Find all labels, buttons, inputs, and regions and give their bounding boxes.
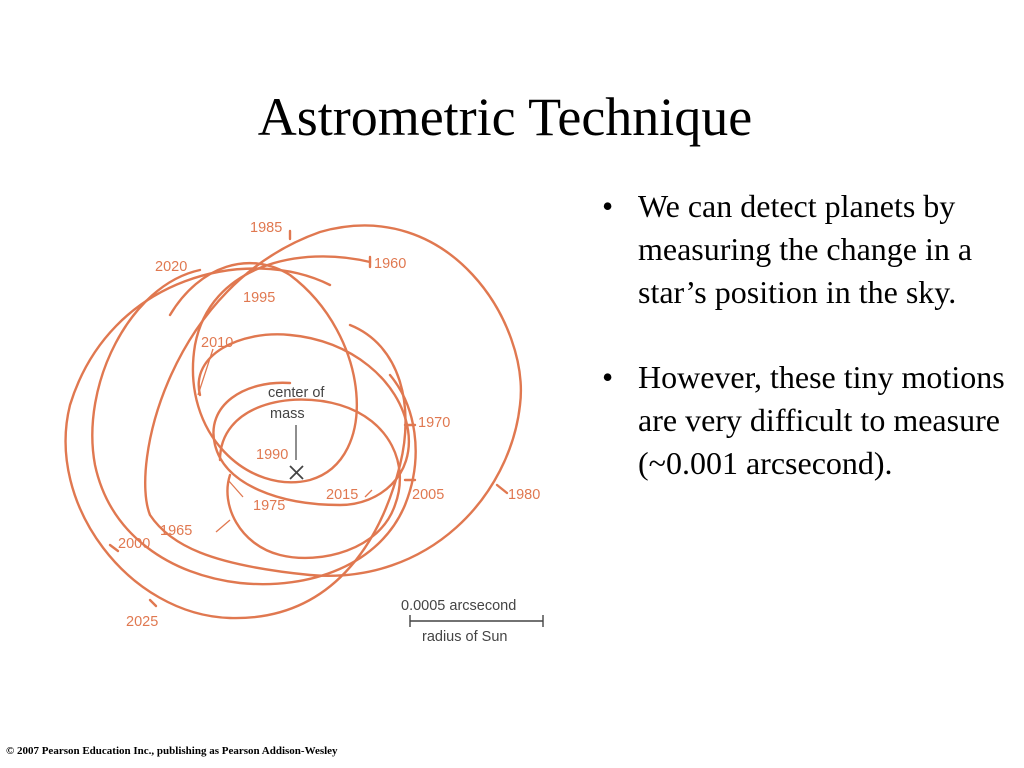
- year-label-1985: 1985: [250, 220, 283, 236]
- astrometric-orbit-figure: [50, 205, 570, 655]
- year-label-1960: 1960: [374, 256, 407, 272]
- center-of-mass-label-line1: center of: [268, 385, 325, 401]
- bullet-text: However, these tiny motions are very difficult to measure (~0.001 arcsecond).: [638, 359, 1005, 481]
- year-label-1990: 1990: [256, 447, 289, 463]
- copyright-footer: © 2007 Pearson Education Inc., publishing as Pearson Addison-Wesley: [6, 745, 338, 757]
- scale-bar: [410, 615, 543, 627]
- bullet-text: We can detect planets by measuring the change in a star’s position in the sky.: [638, 188, 973, 310]
- year-label-1980: 1980: [508, 487, 541, 503]
- bullet-symbol: •: [602, 188, 614, 224]
- bullet-list: [602, 185, 1012, 527]
- bullet-item: [602, 356, 1012, 485]
- orbit-diagram: [50, 205, 570, 655]
- tick-2000: [110, 545, 118, 551]
- scale-label: 0.0005 arcsecond: [401, 598, 517, 614]
- year-label-2020: 2020: [155, 259, 188, 275]
- leader-1975: [228, 480, 243, 497]
- year-label-2015: 2015: [326, 487, 359, 503]
- year-label-2005: 2005: [412, 487, 445, 503]
- center-of-mass-x-icon: [290, 466, 303, 479]
- tick-2025: [150, 600, 156, 606]
- leader-1965: [216, 520, 230, 532]
- orbit-loop-left: [66, 268, 406, 618]
- leader-2015: [365, 490, 372, 497]
- center-of-mass-label-line2: mass: [270, 406, 305, 422]
- year-label-2000: 2000: [118, 536, 151, 552]
- year-label-1965: 1965: [160, 523, 193, 539]
- year-label-2025: 2025: [126, 614, 159, 630]
- tick-1980: [497, 485, 507, 493]
- year-label-1995: 1995: [243, 290, 276, 306]
- year-label-1970: 1970: [418, 415, 451, 431]
- bullet-symbol: •: [602, 359, 614, 395]
- bullet-item: [602, 185, 1012, 314]
- year-label-2010: 2010: [201, 335, 234, 351]
- scale-caption: radius of Sun: [422, 629, 508, 645]
- slide-title: Astrometric Technique: [257, 87, 753, 147]
- year-label-1975: 1975: [253, 498, 286, 514]
